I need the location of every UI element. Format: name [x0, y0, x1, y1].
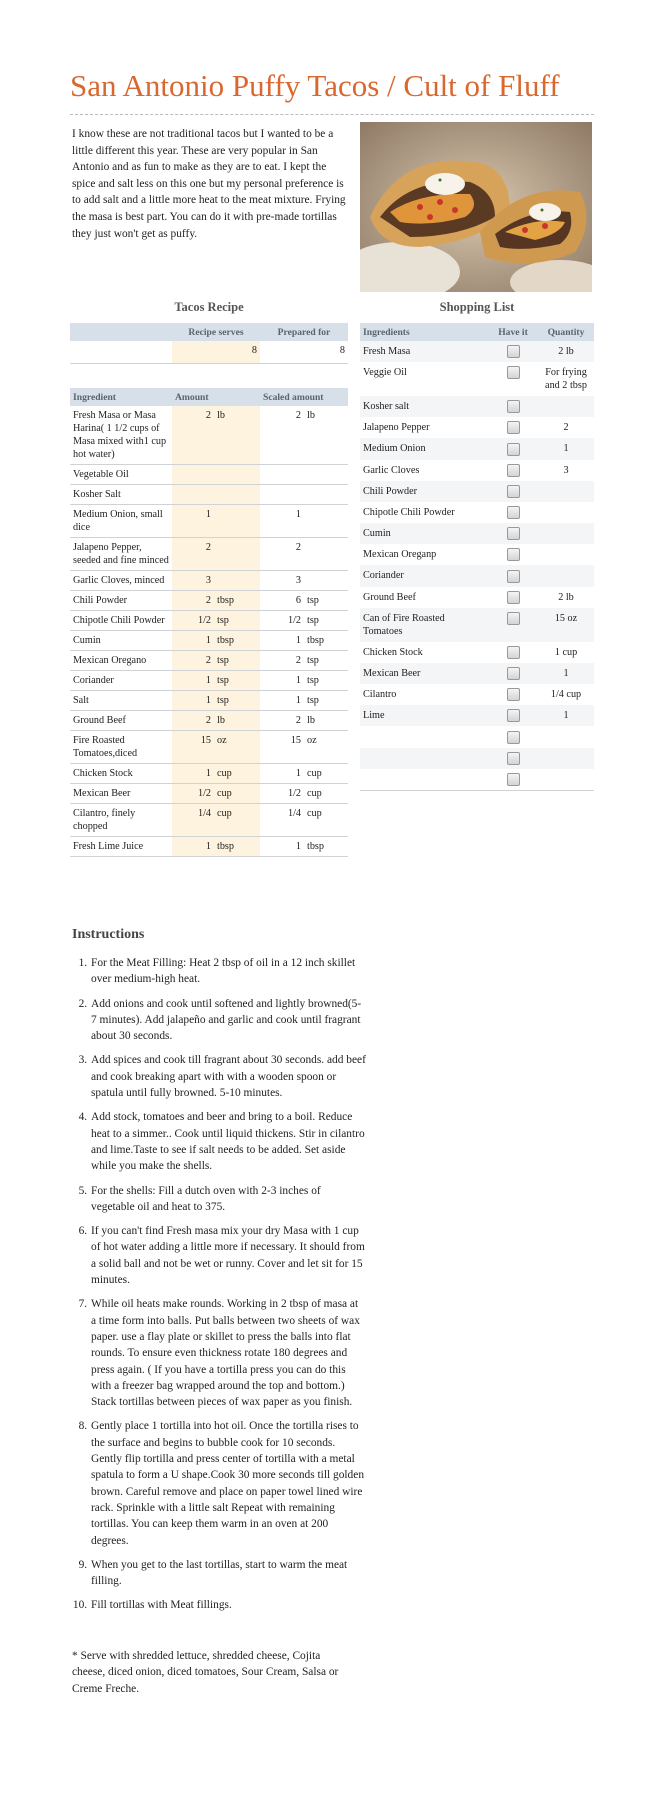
scaled-unit: tbsp	[304, 837, 348, 857]
shopping-item-quantity	[538, 481, 594, 502]
ingredient-row	[70, 631, 348, 651]
have-it-cell	[488, 460, 538, 481]
serving-note: * Serve with shredded lettuce, shredded cheese, Cojita cheese, diced onion, diced tomatoes, Sour Cream, Salsa or Creme Freche.	[72, 1650, 339, 1695]
title-divider	[70, 114, 594, 115]
prepared-for-input[interactable]: 8	[260, 341, 348, 363]
ingredient-amount: 2	[172, 591, 214, 611]
have-it-cell	[488, 769, 538, 791]
shopping-item-name: Kosher salt	[360, 396, 488, 417]
ingredient-unit: lb	[214, 406, 260, 465]
have-it-checkbox[interactable]	[507, 421, 520, 434]
scaled-amount: 1	[260, 505, 304, 538]
ingredient-name: Vegetable Oil	[70, 465, 172, 485]
shopping-item-quantity: For frying and 2 tbsp	[545, 367, 587, 392]
shopping-row	[360, 565, 594, 586]
servings-blank	[70, 341, 172, 363]
shopping-item-quantity	[538, 565, 594, 586]
page-title: San Antonio Puffy Tacos / Cult of Fluff	[70, 68, 560, 103]
ingredient-name: Chipotle Chili Powder	[70, 611, 172, 631]
ingredient-name: Chicken Stock	[70, 764, 172, 784]
have-it-checkbox[interactable]	[507, 591, 520, 604]
ingredient-amount: 1	[172, 691, 214, 711]
have-it-cell	[488, 663, 538, 684]
scaled-unit: tsp	[304, 591, 348, 611]
have-it-cell	[488, 587, 538, 608]
ingredient-row	[70, 784, 348, 804]
shopping-row	[360, 396, 594, 417]
have-it-checkbox[interactable]	[507, 345, 520, 358]
ingredients-table	[70, 388, 348, 857]
ingredient-row	[70, 671, 348, 691]
shopping-row	[360, 362, 594, 396]
shopping-item-quantity: 15 oz	[538, 608, 594, 642]
ingredient-row	[70, 465, 348, 485]
ingredient-amount: 2	[172, 406, 214, 465]
ingredient-amount: 2	[172, 538, 214, 571]
ingredient-amount: 1	[172, 764, 214, 784]
shopping-item-quantity	[538, 396, 594, 417]
scaled-unit: cup	[304, 764, 348, 784]
have-it-checkbox[interactable]	[507, 548, 520, 561]
have-it-checkbox[interactable]	[507, 688, 520, 701]
ingredient-unit	[214, 505, 260, 538]
shopping-row	[360, 481, 594, 502]
scaled-amount: 2	[260, 538, 304, 571]
have-it-cell	[488, 523, 538, 544]
have-it-checkbox[interactable]	[507, 731, 520, 744]
scaled-unit	[304, 465, 348, 485]
ingredient-amount: 3	[172, 571, 214, 591]
ingredient-amount: 1	[172, 505, 214, 538]
shopping-row	[360, 684, 594, 705]
ingredient-amount: 2	[172, 651, 214, 671]
ingredient-row	[70, 711, 348, 731]
scaled-unit	[304, 538, 348, 571]
have-it-cell	[488, 481, 538, 502]
shopping-item-quantity	[538, 502, 594, 523]
ingredient-row	[70, 406, 348, 465]
shopping-item-name: Chicken Stock	[363, 646, 423, 658]
ingredient-unit	[214, 485, 260, 505]
ingredient-name: Mexican Beer	[70, 784, 172, 804]
ingredient-row	[70, 764, 348, 784]
ingredient-row	[70, 611, 348, 631]
servings-header-blank	[70, 323, 172, 341]
scaled-unit	[304, 505, 348, 538]
shopping-row	[360, 523, 594, 544]
shopping-list-title: Shopping List	[439, 300, 515, 314]
scaled-amount-header: Scaled amount	[260, 388, 348, 406]
shopping-item-name: Mexican Oreganp	[363, 549, 437, 561]
shopping-row	[360, 748, 594, 769]
shopping-row	[360, 642, 594, 663]
shopping-item-name: Garlic Cloves	[363, 464, 420, 476]
scaled-unit: tsp	[304, 611, 348, 631]
shopping-item-quantity	[538, 748, 594, 769]
shopping-item-name: Mexican Beer	[360, 663, 488, 684]
scaled-unit: tsp	[304, 671, 348, 691]
shopping-item-name: Cilantro	[363, 689, 397, 701]
have-it-checkbox[interactable]	[507, 464, 520, 477]
ingredient-name: Cilantro, finely chopped	[70, 804, 172, 837]
scaled-amount: 15	[260, 731, 304, 764]
shopping-item-quantity: 1	[538, 663, 594, 684]
ingredient-amount: 1	[172, 837, 214, 857]
scaled-amount: 1/2	[260, 784, 304, 804]
scaled-unit: cup	[304, 804, 348, 837]
shopping-item-quantity: 2 lb	[538, 341, 594, 362]
ingredient-unit	[214, 571, 260, 591]
scaled-amount: 1	[260, 837, 304, 857]
have-it-checkbox[interactable]	[507, 752, 520, 765]
have-it-cell	[488, 684, 538, 705]
scaled-unit: tsp	[304, 691, 348, 711]
shopping-row	[360, 438, 594, 459]
shopping-item-quantity	[538, 544, 594, 565]
instructions-list	[72, 955, 366, 1622]
shopping-item-name: Chili Powder	[360, 481, 488, 502]
scaled-amount: 1	[260, 671, 304, 691]
tacos-photo	[360, 122, 592, 292]
quantity-header: Quantity	[538, 323, 594, 341]
tacos-photo-image	[360, 122, 592, 292]
scaled-amount	[260, 465, 304, 485]
scaled-unit	[304, 485, 348, 505]
scaled-amount: 1	[260, 691, 304, 711]
shopping-item-name	[360, 726, 488, 747]
ingredient-unit: tsp	[214, 611, 260, 631]
have-it-cell	[488, 438, 538, 459]
ingredient-row	[70, 837, 348, 857]
ingredient-amount	[172, 465, 214, 485]
instruction-step: 5. For the shells: Fill a dutch oven with 2-3 inches of vegetable oil and heat to 375.	[90, 1183, 366, 1216]
ingredient-unit: tbsp	[214, 837, 260, 857]
scaled-amount: 2	[260, 651, 304, 671]
scaled-amount	[260, 485, 304, 505]
amount-header: Amount	[172, 388, 260, 406]
ingredient-unit: tsp	[214, 691, 260, 711]
have-it-cell	[488, 544, 538, 565]
recipe-serves-header: Recipe serves	[172, 323, 260, 341]
servings-table	[70, 323, 348, 364]
instruction-step: 8. Gently place 1 tortilla into hot oil. Once the tortilla rises to the surface and begins to bubble cook for 10 seconds. Gently flip tortilla and press center of tortilla with a metal spatula to form a U shape.Cook 30 more seconds till golden brown. Careful remove and place on paper towel lined wire rack. Sprinkle with a little salt Repeat with remaining tortillas. You can keep them warm in an oven at 200 degrees.	[90, 1418, 366, 1548]
ingredient-unit	[214, 465, 260, 485]
have-it-checkbox[interactable]	[507, 506, 520, 519]
shopping-row	[360, 341, 594, 362]
shopping-item-name: Coriander	[360, 565, 488, 586]
have-it-checkbox[interactable]	[507, 667, 520, 680]
ingredient-name: Coriander	[70, 671, 172, 691]
ingredient-unit	[214, 538, 260, 571]
shopping-item-quantity: 1/4 cup	[550, 689, 582, 701]
scaled-amount: 2	[260, 711, 304, 731]
have-it-cell	[488, 608, 538, 642]
have-it-cell	[488, 642, 538, 663]
ingredient-amount: 1/2	[172, 611, 214, 631]
instruction-step: 2. Add onions and cook until softened and lightly browned(5-7 minutes). Add jalapeño and garlic and cook until fragrant about 30 seconds.	[90, 996, 366, 1045]
scaled-unit: cup	[304, 784, 348, 804]
have-it-cell	[488, 417, 538, 438]
ingredient-name: Cumin	[70, 631, 172, 651]
instruction-step: 1. For the Meat Filling: Heat 2 tbsp of oil in a 12 inch skillet over medium-high heat.	[90, 955, 366, 988]
scaled-amount: 3	[260, 571, 304, 591]
ingredient-unit: cup	[214, 764, 260, 784]
shopping-item-quantity: 1	[538, 438, 594, 459]
shopping-row	[360, 587, 594, 608]
ingredient-amount: 1/4	[172, 804, 214, 837]
ingredient-amount: 15	[172, 731, 214, 764]
shopping-row	[360, 460, 594, 481]
shopping-row	[360, 769, 594, 791]
shopping-item-name: Fresh Masa	[360, 341, 488, 362]
scaled-amount: 1/4	[260, 804, 304, 837]
shopping-item-name: Cumin	[360, 523, 488, 544]
shopping-item-name	[360, 748, 488, 769]
ingredient-row	[70, 538, 348, 571]
instruction-step: 3. Add spices and cook till fragrant about 30 seconds. add beef and cook breaking apart with with a wooden spoon or spatula until fully browned. 5-10 minutes.	[90, 1052, 366, 1101]
have-it-checkbox[interactable]	[507, 366, 520, 379]
ingredient-row	[70, 651, 348, 671]
recipe-table-title: Tacos Recipe	[174, 300, 244, 314]
ingredient-amount: 1/2	[172, 784, 214, 804]
scaled-unit: tsp	[304, 651, 348, 671]
have-it-checkbox[interactable]	[507, 400, 520, 413]
scaled-unit: tbsp	[304, 631, 348, 651]
shopping-item-quantity: 2	[563, 422, 569, 434]
shopping-item-name: Veggie Oil	[363, 367, 407, 379]
have-it-checkbox[interactable]	[507, 709, 520, 722]
ingredient-unit: tsp	[214, 651, 260, 671]
have-it-cell	[488, 748, 538, 769]
ingredient-row	[70, 591, 348, 611]
instructions-title: Instructions	[72, 927, 145, 942]
ingredient-unit: tbsp	[214, 631, 260, 651]
instruction-step: 4. Add stock, tomatoes and beer and bring to a boil. Reduce heat to a simmer.. Cook until liquid thickens. Stir in cilantro and lime.Taste to see if salt needs to be added. Set aside while you make the shells.	[90, 1109, 366, 1174]
ingredient-unit: tsp	[214, 671, 260, 691]
ingredient-row	[70, 804, 348, 837]
scaled-amount: 1	[260, 764, 304, 784]
have-it-cell	[488, 705, 538, 726]
ingredient-unit: cup	[214, 784, 260, 804]
ingredient-name: Salt	[70, 691, 172, 711]
shopping-item-name: Lime	[360, 705, 488, 726]
ingredient-row	[70, 691, 348, 711]
shopping-ingredients-header: Ingredients	[360, 323, 488, 341]
shopping-row	[360, 502, 594, 523]
shopping-item-name: Medium Onion	[360, 438, 488, 459]
instruction-step: 6. If you can't find Fresh masa mix your dry Masa with 1 cup of hot water adding a little more if necessary. It should from a solid ball and not be wet or runny. Cover and let sit for 15 minutes.	[90, 1223, 366, 1288]
ingredient-unit: tbsp	[214, 591, 260, 611]
have-it-checkbox[interactable]	[507, 646, 520, 659]
ingredient-unit: lb	[214, 711, 260, 731]
shopping-item-quantity: 1 cup	[554, 646, 578, 658]
scaled-unit: lb	[304, 406, 348, 465]
shopping-item-name: Ground Beef	[363, 591, 416, 603]
have-it-cell	[488, 502, 538, 523]
shopping-row	[360, 417, 594, 438]
ingredient-header: Ingredient	[70, 388, 172, 406]
scaled-amount: 1/2	[260, 611, 304, 631]
scaled-amount: 2	[260, 406, 304, 465]
have-it-checkbox[interactable]	[507, 773, 520, 786]
ingredient-amount: 1	[172, 631, 214, 651]
have-it-cell	[488, 341, 538, 362]
ingredient-name: Fresh Lime Juice	[70, 837, 172, 857]
ingredient-name: Kosher Salt	[70, 485, 172, 505]
shopping-row	[360, 544, 594, 565]
shopping-item-quantity	[538, 523, 594, 544]
shopping-item-quantity: 3	[563, 464, 569, 476]
ingredient-row	[70, 485, 348, 505]
ingredient-unit: oz	[214, 731, 260, 764]
ingredient-name: Garlic Cloves, minced	[70, 571, 172, 591]
shopping-list-table	[360, 323, 594, 791]
scaled-unit: lb	[304, 711, 348, 731]
ingredient-name: Mexican Oregano	[70, 651, 172, 671]
shopping-row	[360, 705, 594, 726]
have-it-cell	[488, 362, 538, 396]
have-it-cell	[488, 726, 538, 747]
shopping-item-name: Can of Fire Roasted Tomatoes	[360, 608, 488, 642]
shopping-row	[360, 663, 594, 684]
ingredient-name: Fresh Masa or Masa Harina( 1 1/2 cups of Masa mixed with1 cup hot water)	[70, 406, 172, 465]
ingredient-name: Jalapeno Pepper, seeded and fine minced	[70, 538, 172, 571]
scaled-amount: 1	[260, 631, 304, 651]
intro-text: I know these are not traditional tacos but I wanted to be a little different this year. These are very popular in San Antonio and as fun to make as they are to eat. I kept the spice and salt less on this one but my personal preference is to add salt and a little more heat to the meat mixture. Frying the masa is best part. You can do it with pre-made tortillas they just won't get as puffy.	[72, 128, 346, 240]
ingredient-name: Medium Onion, small dice	[70, 505, 172, 538]
ingredient-name: Fire Roasted Tomatoes,diced	[70, 731, 172, 764]
have-it-cell	[488, 565, 538, 586]
ingredient-name: Chili Powder	[70, 591, 172, 611]
instruction-step: 10. Fill tortillas with Meat fillings.	[90, 1597, 366, 1613]
have-it-header: Have it	[488, 323, 538, 341]
instruction-step: 7. While oil heats make rounds. Working in 2 tbsp of masa at a time form into balls. Put balls between two sheets of wax paper. use a flay plate or skillet to press the balls into flat rounds. To ensure even thickness rotate 180 degrees and press again. ( If you have a tortilla press you can do this with a freezer bag wrapped around the top and bottom.) Stack tortillas between pieces of wax paper as you finish.	[90, 1296, 366, 1410]
instruction-step: 9. When you get to the last tortillas, start to warm the meat filling.	[90, 1557, 366, 1590]
shopping-item-quantity: 1	[538, 705, 594, 726]
ingredient-amount: 1	[172, 671, 214, 691]
recipe-serves-value: 8	[172, 341, 260, 363]
scaled-unit	[304, 571, 348, 591]
shopping-item-name: Chipotle Chili Powder	[363, 506, 455, 518]
prepared-for-header: Prepared for	[260, 323, 348, 341]
have-it-checkbox[interactable]	[507, 612, 520, 625]
shopping-row	[360, 608, 594, 642]
shopping-item-quantity: 2 lb	[558, 591, 574, 603]
ingredient-unit: cup	[214, 804, 260, 837]
have-it-checkbox[interactable]	[507, 570, 520, 583]
shopping-row	[360, 726, 594, 747]
have-it-checkbox[interactable]	[507, 443, 520, 456]
ingredient-row	[70, 731, 348, 764]
ingredient-row	[70, 571, 348, 591]
ingredient-name: Ground Beef	[70, 711, 172, 731]
ingredient-amount	[172, 485, 214, 505]
ingredient-row	[70, 505, 348, 538]
shopping-item-quantity	[538, 726, 594, 747]
shopping-item-name: Jalapeno Pepper	[363, 422, 430, 434]
shopping-item-quantity	[538, 769, 594, 791]
shopping-item-name	[360, 769, 488, 791]
ingredient-amount: 2	[172, 711, 214, 731]
scaled-unit: oz	[304, 731, 348, 764]
have-it-checkbox[interactable]	[507, 485, 520, 498]
scaled-amount: 6	[260, 591, 304, 611]
have-it-cell	[488, 396, 538, 417]
have-it-checkbox[interactable]	[507, 527, 520, 540]
